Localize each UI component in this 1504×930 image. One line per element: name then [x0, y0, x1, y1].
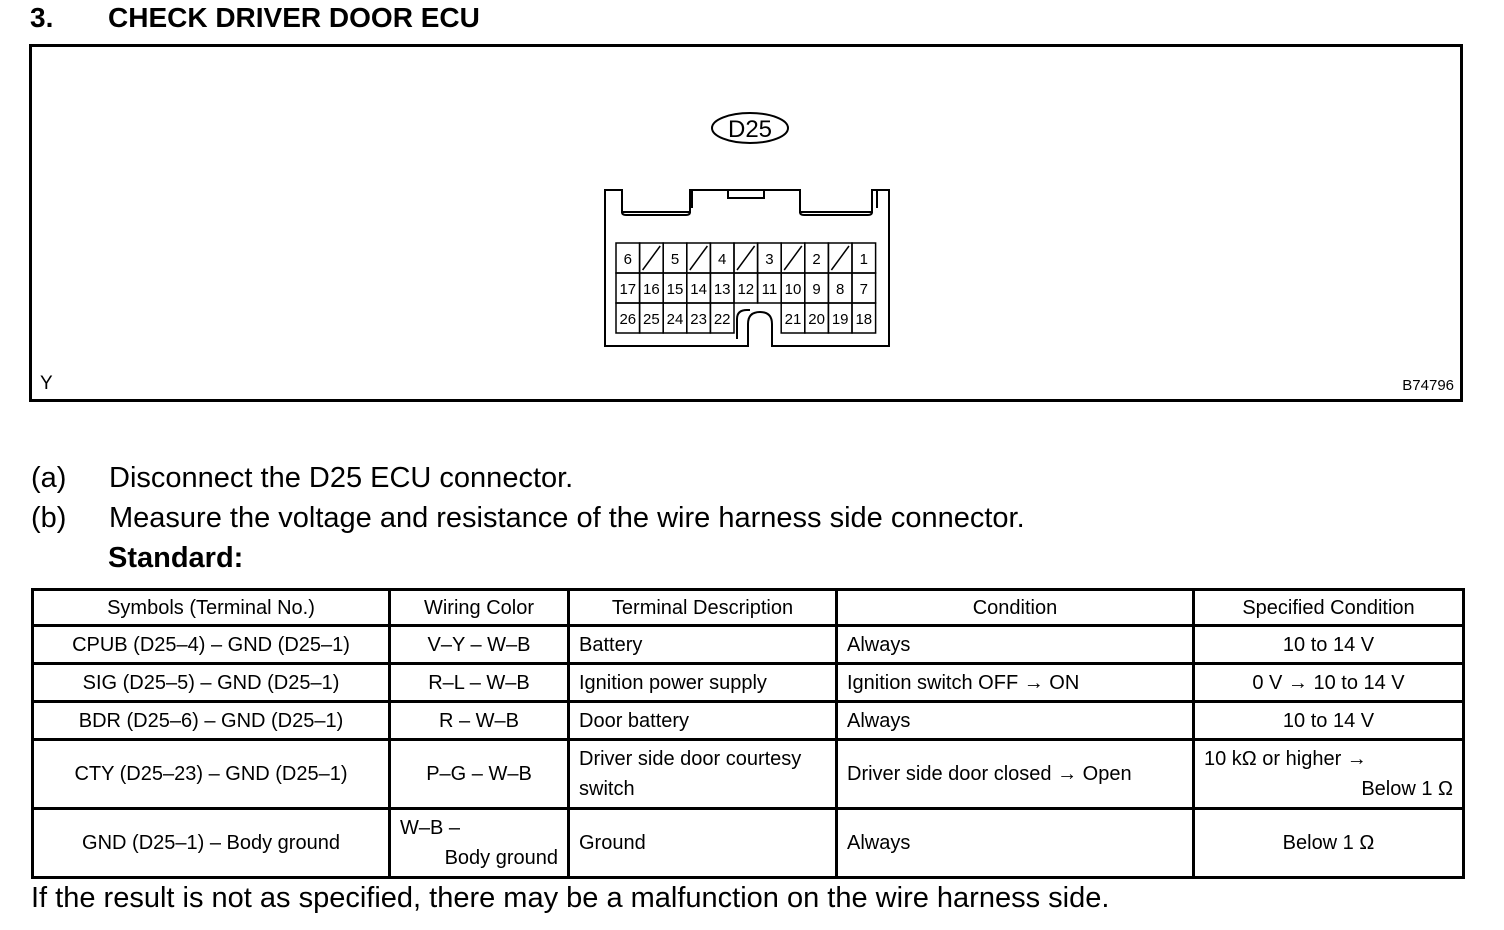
cell-description: Ignition power supply: [569, 664, 837, 702]
section-number: 3.: [30, 2, 54, 33]
cell-specified: 10 to 14 V: [1194, 702, 1464, 740]
header-wiring: Wiring Color: [390, 590, 569, 626]
cell-description-line: switch: [579, 778, 635, 800]
pin-unused-slash: [737, 246, 755, 270]
table-row: [33, 664, 1464, 702]
connector-figure: [29, 44, 1463, 402]
cell-description: Door battery: [569, 702, 837, 740]
cell-symbols: CPUB (D25–4) – GND (D25–1): [33, 626, 390, 664]
pin-number: 23: [690, 311, 707, 328]
pin-number: 6: [623, 251, 632, 268]
connector-label: D25: [727, 116, 773, 143]
cell-wiring: P–G – W–B: [390, 740, 569, 809]
pin-number: 1: [859, 251, 868, 268]
connector-diagram: [32, 47, 1460, 399]
cell-condition: Always: [837, 809, 1194, 878]
pin-number: 26: [619, 311, 637, 328]
table-row: [33, 809, 1464, 878]
pin-grid: [616, 243, 876, 333]
cell-condition: Always: [837, 626, 1194, 664]
pin-number: 19: [831, 311, 849, 328]
step-label: (b): [31, 502, 67, 534]
pin-number: 25: [643, 311, 660, 328]
pin-unused-slash: [831, 246, 849, 270]
step-label: (a): [31, 462, 67, 494]
pin-unused-slash: [784, 246, 802, 270]
cell-condition: Always: [837, 702, 1194, 740]
footer-note: If the result is not as specified, there may be a malfunction on the wire harness side.: [31, 882, 1110, 914]
cell-specified: 10 to 14 V: [1194, 626, 1464, 664]
pin-number: 5: [670, 251, 680, 268]
cell-specified-line: 10 kΩ or higher →: [1204, 748, 1367, 770]
cell-specified: Below 1 Ω: [1194, 809, 1464, 878]
cell-wiring-line: W–B –: [400, 817, 461, 839]
pin-number: 9: [812, 281, 821, 298]
pin-unused-slash: [690, 246, 708, 270]
cell-condition: Ignition switch OFF → ON: [837, 664, 1194, 702]
pin-number: 15: [666, 281, 684, 298]
pin-number: 17: [619, 281, 637, 298]
pin-number: 12: [737, 281, 755, 298]
header-condition: Condition: [837, 590, 1194, 626]
cell-description-line: Driver side door courtesy: [579, 748, 802, 770]
pin-number: 13: [713, 281, 731, 298]
header-symbols: Symbols (Terminal No.): [33, 590, 390, 626]
pin-number: 14: [690, 281, 707, 298]
pin-number: 11: [761, 281, 778, 298]
step-text: Measure the voltage and resistance of the wire harness side connector.: [109, 502, 1025, 534]
cell-description: Battery: [569, 626, 837, 664]
pin-number: 7: [859, 281, 868, 298]
cell-wiring-line: Body ground: [444, 847, 558, 869]
pin-number: 16: [643, 281, 660, 298]
cell-symbols: CTY (D25–23) – GND (D25–1): [33, 740, 390, 809]
cell-wiring: R – W–B: [390, 702, 569, 740]
table-row: [33, 702, 1464, 740]
pin-number: 20: [808, 311, 825, 328]
pin-number: 18: [855, 311, 873, 328]
pin-number: 10: [784, 281, 802, 298]
table-row: [33, 626, 1464, 664]
pin-number: 2: [812, 251, 821, 268]
cell-condition: Driver side door closed → Open: [837, 740, 1194, 809]
pin-unused-slash: [643, 246, 661, 270]
pin-number: 8: [836, 281, 845, 298]
pin-number: 24: [666, 311, 684, 328]
pin-number: 22: [713, 311, 731, 328]
pin-number: 21: [784, 311, 802, 328]
section-title: CHECK DRIVER DOOR ECU: [108, 2, 480, 33]
figure-corner-letter: Y: [40, 373, 53, 394]
specification-table: [31, 588, 1465, 879]
cell-wiring: V–Y – W–B: [390, 626, 569, 664]
cell-specified-line: Below 1 Ω: [1361, 778, 1453, 800]
standard-label: Standard:: [108, 542, 244, 574]
cell-specified: 0 V → 10 to 14 V: [1194, 664, 1464, 702]
cell-description: [569, 740, 837, 809]
cell-symbols: BDR (D25–6) – GND (D25–1): [33, 702, 390, 740]
pin-number: 4: [718, 251, 727, 268]
cell-description: Ground: [569, 809, 837, 878]
cell-wiring: [390, 809, 569, 878]
step-text: Disconnect the D25 ECU connector.: [109, 462, 574, 494]
pin-number: 3: [765, 251, 774, 268]
cell-wiring: R–L – W–B: [390, 664, 569, 702]
table-row: [33, 740, 1464, 809]
table-header-row: [33, 590, 1464, 626]
header-description: Terminal Description: [569, 590, 837, 626]
cell-symbols: GND (D25–1) – Body ground: [33, 809, 390, 878]
cell-specified: [1194, 740, 1464, 809]
cell-symbols: SIG (D25–5) – GND (D25–1): [33, 664, 390, 702]
figure-code: B74796: [1402, 377, 1454, 394]
header-specified: Specified Condition: [1194, 590, 1464, 626]
